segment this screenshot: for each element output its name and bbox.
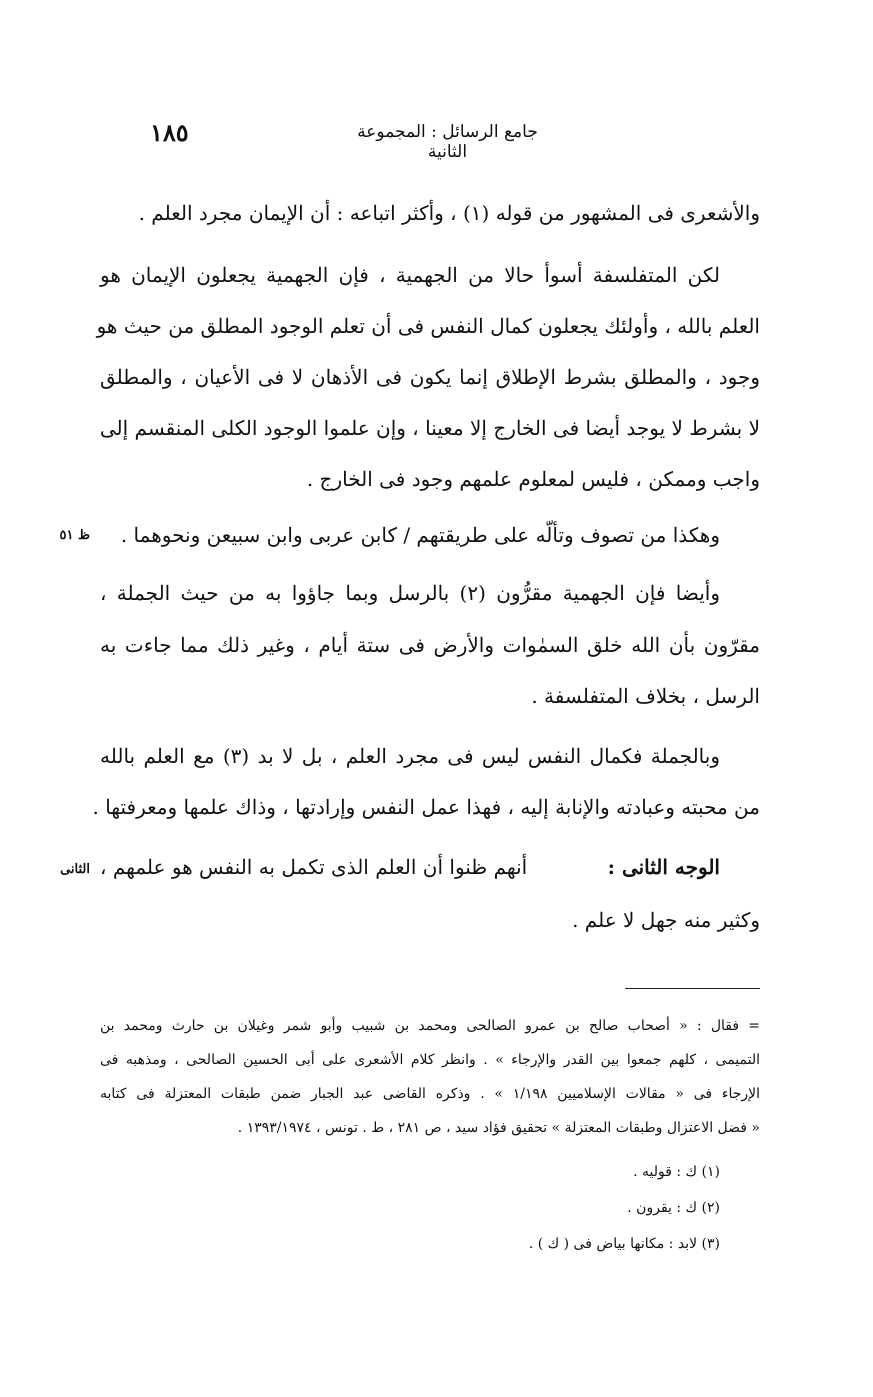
body-line: الرسل ، بخلاف المتفلسفة . [531, 684, 760, 708]
body-line: وأيضا فإن الجهمية مقرُّون (٢) بالرسل وبما جاؤوا به من حيث الجملة ، [100, 581, 720, 605]
section-heading: الوجه الثانى : [607, 855, 720, 879]
body-line: مقرّون بأن الله خلق السمٰوات والأرض فى ستة أيام ، وغير ذلك مما جاءت به [100, 633, 760, 657]
footnote-rule [625, 988, 760, 989]
section-heading-text: أنهم ظنوا أن العلم الذى تكمل به النفس هو علمهم ، [100, 855, 528, 879]
footnote-item: (١) ك : قوليه . [633, 1164, 720, 1180]
body-line: وجود ، والمطلق بشرط الإطلاق إنما يكون فى الأذهان لا فى الأعيان ، والمطلق [100, 365, 760, 389]
footnote-line: = فقال : « أصحاب صالح بن عمرو الصالحى ومحمد بن شبيب وأبو شمر وغيلان بن حارث ومحمد بن [100, 1018, 760, 1034]
body-line: العلم بالله ، وأولئك يجعلون كمال النفس فى أن تعلم الوجود المطلق من حيث هو [96, 314, 760, 338]
body-line: وهكذا من تصوف وتألّه على طريقتهم / كابن عربى وابن سبيعن ونحوهما . [120, 523, 720, 547]
body-line: من محبته وعبادته والإنابة إليه ، فهذا عمل النفس وإرادتها ، وذاك علمها ومعرفتها . [92, 795, 760, 819]
body-line: وبالجملة فكمال النفس ليس فى مجرد العلم ، بل لا بد (٣) مع العلم بالله [100, 744, 720, 768]
running-title: جامع الرسائل : المجموعة الثانية [357, 122, 538, 162]
page-number: ١٨٥ [150, 118, 189, 147]
section-line [100, 852, 720, 882]
body-line: لا بشرط لا يوجد أيضا فى الخارج إلا معينا ، وإن علموا الوجود الكلى المنقسم إلى [99, 416, 760, 440]
body-line: واجب وممكن ، فليس لمعلوم علمهم وجود فى الخارج . [306, 467, 760, 491]
footnote-item: (٢) ك : يقرون . [627, 1200, 720, 1216]
body-line: وكثير منه جهل لا علم . [572, 908, 760, 932]
footnote-item: (٣) لابد : مكانها بياض فى ( ك ) . [528, 1236, 720, 1252]
footnote-line: التميمى ، كلهم جمعوا بين القدر والإرجاء » . وانظر كلام الأشعرى على أبى الحسين الصالحى ، ومذهبه فى [100, 1052, 760, 1068]
body-line: لكن المتفلسفة أسوأ حالا من الجهمية ، فإن الجهمية يجعلون الإيمان هو [100, 263, 720, 287]
footnote-line: « فضل الاعتزال وطبقات المعتزلة » تحقيق فؤاد سيد ، ص ٢٨١ ، ط . تونس ، ١٣٩٣/١٩٧٤ . [237, 1120, 760, 1136]
margin-folio-note: ظ ٥١ [59, 528, 90, 543]
body-line: والأشعرى فى المشهور من قوله (١) ، وأكثر اتباعه : أن الإيمان مجرد العلم . [138, 201, 760, 225]
footnote-line: الإرجاء فى « مقالات الإسلاميين ١/١٩٨ » . وذكره القاضى عبد الجبار ضمن طبقات المعتزلة فى كتابه [100, 1086, 761, 1102]
margin-note-second: الثانى [60, 862, 90, 877]
